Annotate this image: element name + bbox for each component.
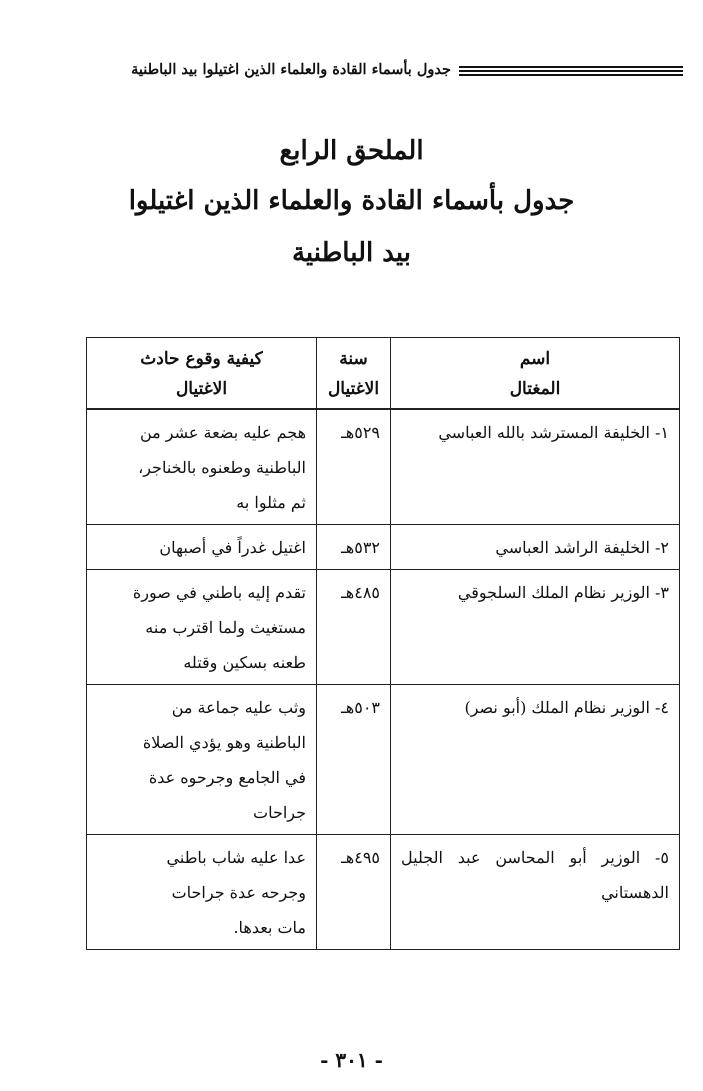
cell-year: ٥٢٩هـ: [317, 409, 391, 525]
cell-year: ٤٩٥هـ: [317, 835, 391, 950]
cell-year: ٥٣٢هـ: [317, 525, 391, 570]
page-number: - ٣٠١ -: [320, 1048, 383, 1072]
cell-name: ١- الخليفة المسترشد بالله العباسي: [391, 409, 680, 525]
cell-how: هجم عليه بضعة عشر من الباطنية وطعنوه بالخناجر، ثم مثلوا به: [87, 409, 317, 525]
cell-name: ٢- الخليفة الراشد العباسي: [391, 525, 680, 570]
running-header-text: جدول بأسماء القادة والعلماء الذين اغتيلوا بيد الباطنية: [131, 61, 451, 78]
table-row: [87, 835, 680, 950]
appendix-title-block: [0, 138, 703, 266]
appendix-subtitle-line2: بيد الباطنية: [291, 238, 412, 268]
header-year: سنة الاغتيال: [317, 338, 391, 410]
cell-how: وثب عليه جماعة من الباطنية وهو يؤدي الصلاة في الجامع وجرحوه عدة جراحات: [87, 685, 317, 835]
appendix-subtitle-line1: جدول بأسماء القادة والعلماء الذين اغتيلوا: [128, 186, 575, 216]
table-row: [87, 409, 680, 525]
cell-name: ٣- الوزير نظام الملك السلجوقي: [391, 570, 680, 685]
header-rule: [459, 66, 683, 76]
table-header-row: [87, 338, 680, 410]
cell-year: ٤٨٥هـ: [317, 570, 391, 685]
table-row: [87, 525, 680, 570]
table-row: [87, 685, 680, 835]
cell-name: ٤- الوزير نظام الملك (أبو نصر): [391, 685, 680, 835]
appendix-title: الملحق الرابع: [279, 136, 424, 166]
table-row: [87, 570, 680, 685]
assassinations-table: [86, 337, 680, 950]
header-how: كيفية وقوع حادث الاغتيال: [87, 338, 317, 410]
header-name: اسم المغتال: [391, 338, 680, 410]
cell-how: اغتيل غدراً في أصبهان: [87, 525, 317, 570]
running-header: [86, 58, 683, 88]
cell-how: عدا عليه شاب باطني وجرحه عدة جراحات مات بعدها.: [87, 835, 317, 950]
cell-year: ٥٠٣هـ: [317, 685, 391, 835]
cell-how: تقدم إليه باطني في صورة مستغيث ولما اقترب منه طعنه بسكين وقتله: [87, 570, 317, 685]
cell-name: ٥- الوزير أبو المحاسن عبد الجليل الدهستاني: [391, 835, 680, 950]
